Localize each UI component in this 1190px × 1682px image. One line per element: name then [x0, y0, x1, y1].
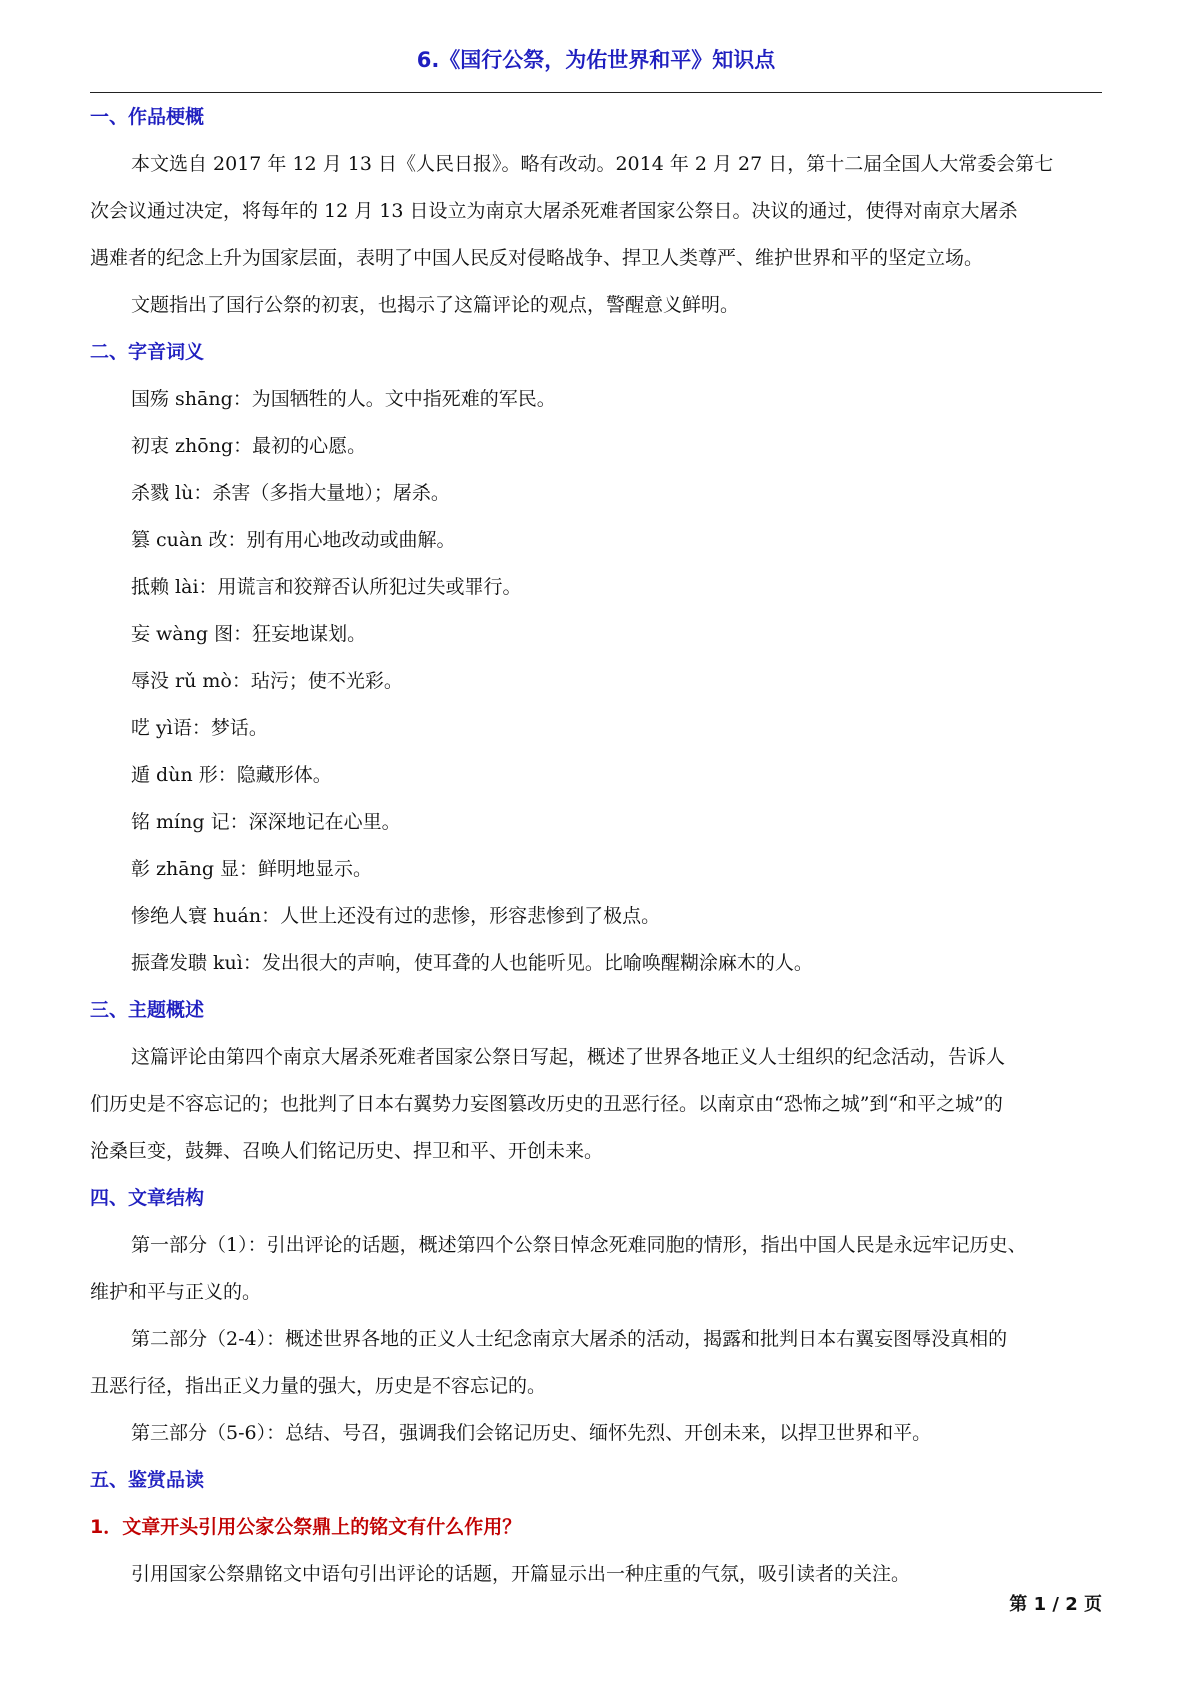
paragraph-line: 文题指出了国行公祭的初衷，也揭示了这篇评论的观点，警醒意义鲜明。: [131, 294, 740, 316]
vocab-item: 杀戮 lù：杀害（多指大量地）；屠杀。: [131, 482, 450, 504]
vocab-item: 呓 yì语：梦话。: [131, 717, 268, 739]
paragraph-line: 本文选自 2017 年 12 月 13 日《人民日报》。略有改动。2014 年 2 月 27 日，第十二届全国人大常委会第七: [131, 153, 1054, 175]
document-body: [90, 94, 1102, 1598]
paragraph-line: 丑恶行径，指出正义力量的强大，历史是不容忘记的。: [90, 1375, 547, 1397]
section-heading-vocabulary: 二、字音词义: [90, 341, 205, 363]
paragraph-line: 维护和平与正义的。: [90, 1281, 262, 1303]
paragraph-line: 这篇评论由第四个南京大屠杀死难者国家公祭日写起，概述了世界各地正义人士组织的纪念活动，告诉人: [131, 1046, 1006, 1068]
question-1: 1．文章开头引用公家公祭鼎上的铭文有什么作用？: [90, 1516, 522, 1538]
page-title: 6.《国行公祭，为佑世界和平》知识点: [416, 48, 776, 72]
vocab-item: 振聋发聩 kuì：发出很大的声响，使耳聋的人也能听见。比喻唤醒糊涂麻木的人。: [131, 952, 813, 974]
paragraph-line: 们历史是不容忘记的；也批判了日本右翼势力妄图篡改历史的丑恶行径。以南京由“恐怖之城”到“和平之城”的: [90, 1093, 1003, 1115]
section-heading-appreciation: 五、鉴赏品读: [90, 1469, 205, 1491]
page-number: 第 1 / 2 页: [1009, 1594, 1102, 1615]
section-heading-overview: 一、作品梗概: [90, 106, 205, 128]
vocab-item: 惨绝人寰 huán：人世上还没有过的悲惨，形容悲惨到了极点。: [131, 905, 661, 927]
paragraph-line: 第一部分（1）：引出评论的话题，概述第四个公祭日悼念死难同胞的情形，指出中国人民是永远牢记历史、: [131, 1234, 1027, 1256]
vocab-item: 铭 míng 记：深深地记在心里。: [131, 811, 401, 833]
vocab-item: 辱没 rǔ mò：玷污；使不光彩。: [131, 670, 403, 692]
answer-1: 引用国家公祭鼎铭文中语句引出评论的话题，开篇显示出一种庄重的气氛，吸引读者的关注。: [131, 1563, 911, 1585]
vocab-item: 抵赖 lài：用谎言和狡辩否认所犯过失或罪行。: [131, 576, 522, 598]
vocab-item: 妄 wàng 图：狂妄地谋划。: [131, 623, 367, 645]
section-heading-structure: 四、文章结构: [90, 1187, 205, 1209]
section-heading-theme: 三、主题概述: [90, 999, 205, 1021]
vocab-item: 篡 cuàn 改：别有用心地改动或曲解。: [131, 529, 456, 551]
title-divider: [90, 92, 1102, 93]
paragraph-line: 第二部分（2-4）：概述世界各地的正义人士纪念南京大屠杀的活动，揭露和批判日本右翼妄图辱没真相的: [131, 1328, 1008, 1350]
document-page: [90, 0, 1102, 1682]
paragraph-line: 沧桑巨变，鼓舞、召唤人们铭记历史、捍卫和平、开创未来。: [90, 1140, 604, 1162]
paragraph-line: 次会议通过决定，将每年的 12 月 13 日设立为南京大屠杀死难者国家公祭日。决议的通过，使得对南京大屠杀: [90, 200, 1018, 222]
vocab-item: 彰 zhāng 显：鲜明地显示。: [131, 858, 373, 880]
vocab-item: 遁 dùn 形：隐藏形体。: [131, 764, 332, 786]
vocab-item: 初衷 zhōng：最初的心愿。: [131, 435, 367, 457]
vocab-item: 国殇 shāng：为国牺牲的人。文中指死难的军民。: [131, 388, 556, 410]
paragraph-line: 第三部分（5-6）：总结、号召，强调我们会铭记历史、缅怀先烈、开创未来，以捍卫世界和平。: [131, 1422, 932, 1444]
paragraph-line: 遇难者的纪念上升为国家层面，表明了中国人民反对侵略战争、捍卫人类尊严、维护世界和平的坚定立场。: [90, 247, 984, 269]
